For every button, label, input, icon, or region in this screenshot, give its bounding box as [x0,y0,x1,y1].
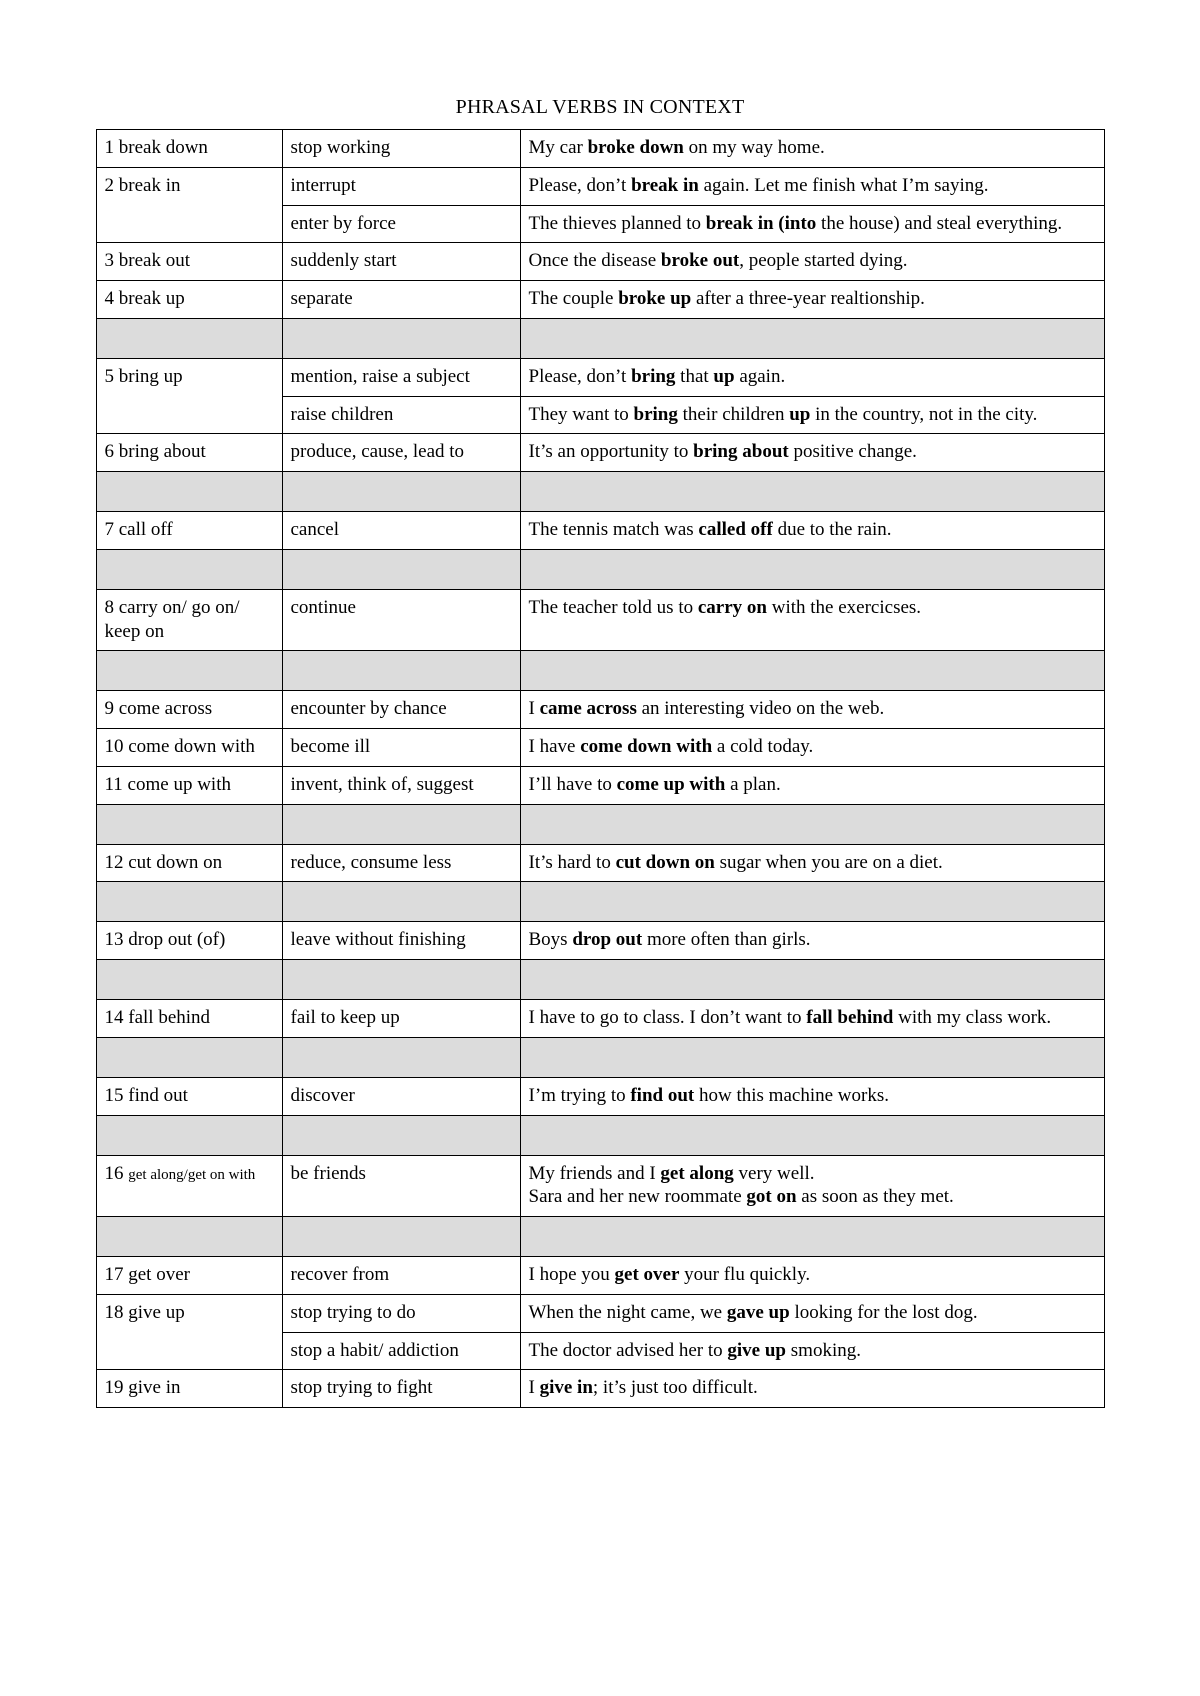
phrasal-verb-term: 5 bring up [96,358,282,434]
phrasal-verb-term: 14 fall behind [96,1000,282,1038]
phrasal-verb-example: The couple broke up after a three-year realtionship. [520,281,1104,319]
spacer-cell [96,804,282,844]
table-spacer-row [96,1037,1104,1077]
table-row [96,922,1104,960]
phrasal-verb-term: 10 come down with [96,729,282,767]
spacer-cell [520,472,1104,512]
phrasal-verbs-table [96,129,1105,1408]
table-row [96,434,1104,472]
spacer-cell [282,318,520,358]
table-row [96,766,1104,804]
phrasal-verb-term: 18 give up [96,1294,282,1370]
phrasal-verb-meaning: produce, cause, lead to [282,434,520,472]
spacer-cell [520,1037,1104,1077]
phrasal-verb-meaning: mention, raise a subject [282,358,520,396]
phrasal-verb-term: 12 cut down on [96,844,282,882]
phrasal-verb-term: 6 bring about [96,434,282,472]
phrasal-verb-example: I’ll have to come up with a plan. [520,766,1104,804]
table-body [96,130,1104,1408]
phrasal-verb-example: I give in; it’s just too difficult. [520,1370,1104,1408]
spacer-cell [282,1115,520,1155]
phrasal-verb-example: The doctor advised her to give up smoking. [520,1332,1104,1370]
phrasal-verb-example: Once the disease broke out, people started dying. [520,243,1104,281]
phrasal-verb-term: 16 get along/get on with [96,1155,282,1217]
phrasal-verb-example: The tennis match was called off due to the rain. [520,512,1104,550]
table-spacer-row [96,960,1104,1000]
phrasal-verb-meaning: continue [282,589,520,651]
table-row [96,1294,1104,1332]
phrasal-verb-meaning: discover [282,1077,520,1115]
phrasal-verb-term: 17 get over [96,1257,282,1295]
phrasal-verb-example: I have to go to class. I don’t want to fall behind with my class work. [520,1000,1104,1038]
spacer-cell [282,651,520,691]
spacer-cell [96,1115,282,1155]
table-spacer-row [96,1115,1104,1155]
table-row [96,243,1104,281]
phrasal-verb-term: 15 find out [96,1077,282,1115]
spacer-cell [520,651,1104,691]
phrasal-verb-term: 19 give in [96,1370,282,1408]
phrasal-verb-meaning: fail to keep up [282,1000,520,1038]
table-spacer-row [96,651,1104,691]
phrasal-verb-example: It’s hard to cut down on sugar when you are on a diet. [520,844,1104,882]
table-spacer-row [96,549,1104,589]
spacer-cell [520,549,1104,589]
phrasal-verb-meaning: invent, think of, suggest [282,766,520,804]
phrasal-verb-term: 3 break out [96,243,282,281]
spacer-cell [282,549,520,589]
phrasal-verb-meaning: stop trying to fight [282,1370,520,1408]
phrasal-verb-meaning: encounter by chance [282,691,520,729]
phrasal-verb-meaning: be friends [282,1155,520,1217]
phrasal-verb-meaning: become ill [282,729,520,767]
page-title: PHRASAL VERBS IN CONTEXT [455,96,745,118]
spacer-cell [520,318,1104,358]
phrasal-verb-example: My car broke down on my way home. [520,130,1104,168]
table-row [96,512,1104,550]
spacer-cell [96,1217,282,1257]
phrasal-verb-example: I have come down with a cold today. [520,729,1104,767]
table-row [96,844,1104,882]
phrasal-verb-term: 1 break down [96,130,282,168]
phrasal-verb-example: They want to bring their children up in the country, not in the city. [520,396,1104,434]
phrasal-verb-example: My friends and I get along very well. Sara and her new roommate got on as soon as they met. [520,1155,1104,1217]
phrasal-verb-example: I hope you get over your flu quickly. [520,1257,1104,1295]
phrasal-verb-example: I’m trying to find out how this machine works. [520,1077,1104,1115]
spacer-cell [520,882,1104,922]
spacer-cell [520,960,1104,1000]
table-spacer-row [96,472,1104,512]
table-row [96,130,1104,168]
phrasal-verb-example: The teacher told us to carry on with the exercicses. [520,589,1104,651]
phrasal-verb-term: 11 come up with [96,766,282,804]
spacer-cell [96,549,282,589]
table-row [96,281,1104,319]
phrasal-verb-example: Boys drop out more often than girls. [520,922,1104,960]
phrasal-verb-term: 2 break in [96,167,282,243]
spacer-cell [282,804,520,844]
phrasal-verb-example: Please, don’t bring that up again. [520,358,1104,396]
phrasal-verb-meaning: recover from [282,1257,520,1295]
phrasal-verb-term: 4 break up [96,281,282,319]
phrasal-verb-term: 8 carry on/ go on/ keep on [96,589,282,651]
phrasal-verb-term: 9 come across [96,691,282,729]
spacer-cell [282,882,520,922]
phrasal-verb-example: The thieves planned to break in (into the house) and steal everything. [520,205,1104,243]
table-spacer-row [96,318,1104,358]
table-row [96,729,1104,767]
table-spacer-row [96,1217,1104,1257]
phrasal-verb-meaning: suddenly start [282,243,520,281]
table-row [96,589,1104,651]
table-spacer-row [96,804,1104,844]
phrasal-verb-example: I came across an interesting video on the web. [520,691,1104,729]
spacer-cell [282,1217,520,1257]
phrasal-verb-meaning: stop a habit/ addiction [282,1332,520,1370]
phrasal-verb-example: When the night came, we gave up looking for the lost dog. [520,1294,1104,1332]
phrasal-verb-meaning: reduce, consume less [282,844,520,882]
table-row [96,358,1104,396]
table-row [96,167,1104,205]
table-row [96,1257,1104,1295]
phrasal-verb-term: 7 call off [96,512,282,550]
spacer-cell [520,1115,1104,1155]
phrasal-verb-meaning: stop trying to do [282,1294,520,1332]
spacer-cell [96,882,282,922]
spacer-cell [282,960,520,1000]
table-spacer-row [96,882,1104,922]
spacer-cell [96,960,282,1000]
phrasal-verb-meaning: separate [282,281,520,319]
table-row [96,1000,1104,1038]
spacer-cell [520,804,1104,844]
phrasal-verb-example: It’s an opportunity to bring about positive change. [520,434,1104,472]
phrasal-verb-meaning: interrupt [282,167,520,205]
spacer-cell [282,472,520,512]
phrasal-verb-example: Please, don’t break in again. Let me finish what I’m saying. [520,167,1104,205]
table-row [96,1155,1104,1217]
phrasal-verb-term: 13 drop out (of) [96,922,282,960]
spacer-cell [96,651,282,691]
phrasal-verb-meaning: stop working [282,130,520,168]
table-row [96,1077,1104,1115]
phrasal-verb-meaning: raise children [282,396,520,434]
table-row [96,691,1104,729]
spacer-cell [96,1037,282,1077]
phrasal-verb-meaning: leave without finishing [282,922,520,960]
spacer-cell [96,318,282,358]
spacer-cell [520,1217,1104,1257]
phrasal-verb-meaning: cancel [282,512,520,550]
table-row [96,1370,1104,1408]
spacer-cell [96,472,282,512]
spacer-cell [282,1037,520,1077]
phrasal-verb-meaning: enter by force [282,205,520,243]
